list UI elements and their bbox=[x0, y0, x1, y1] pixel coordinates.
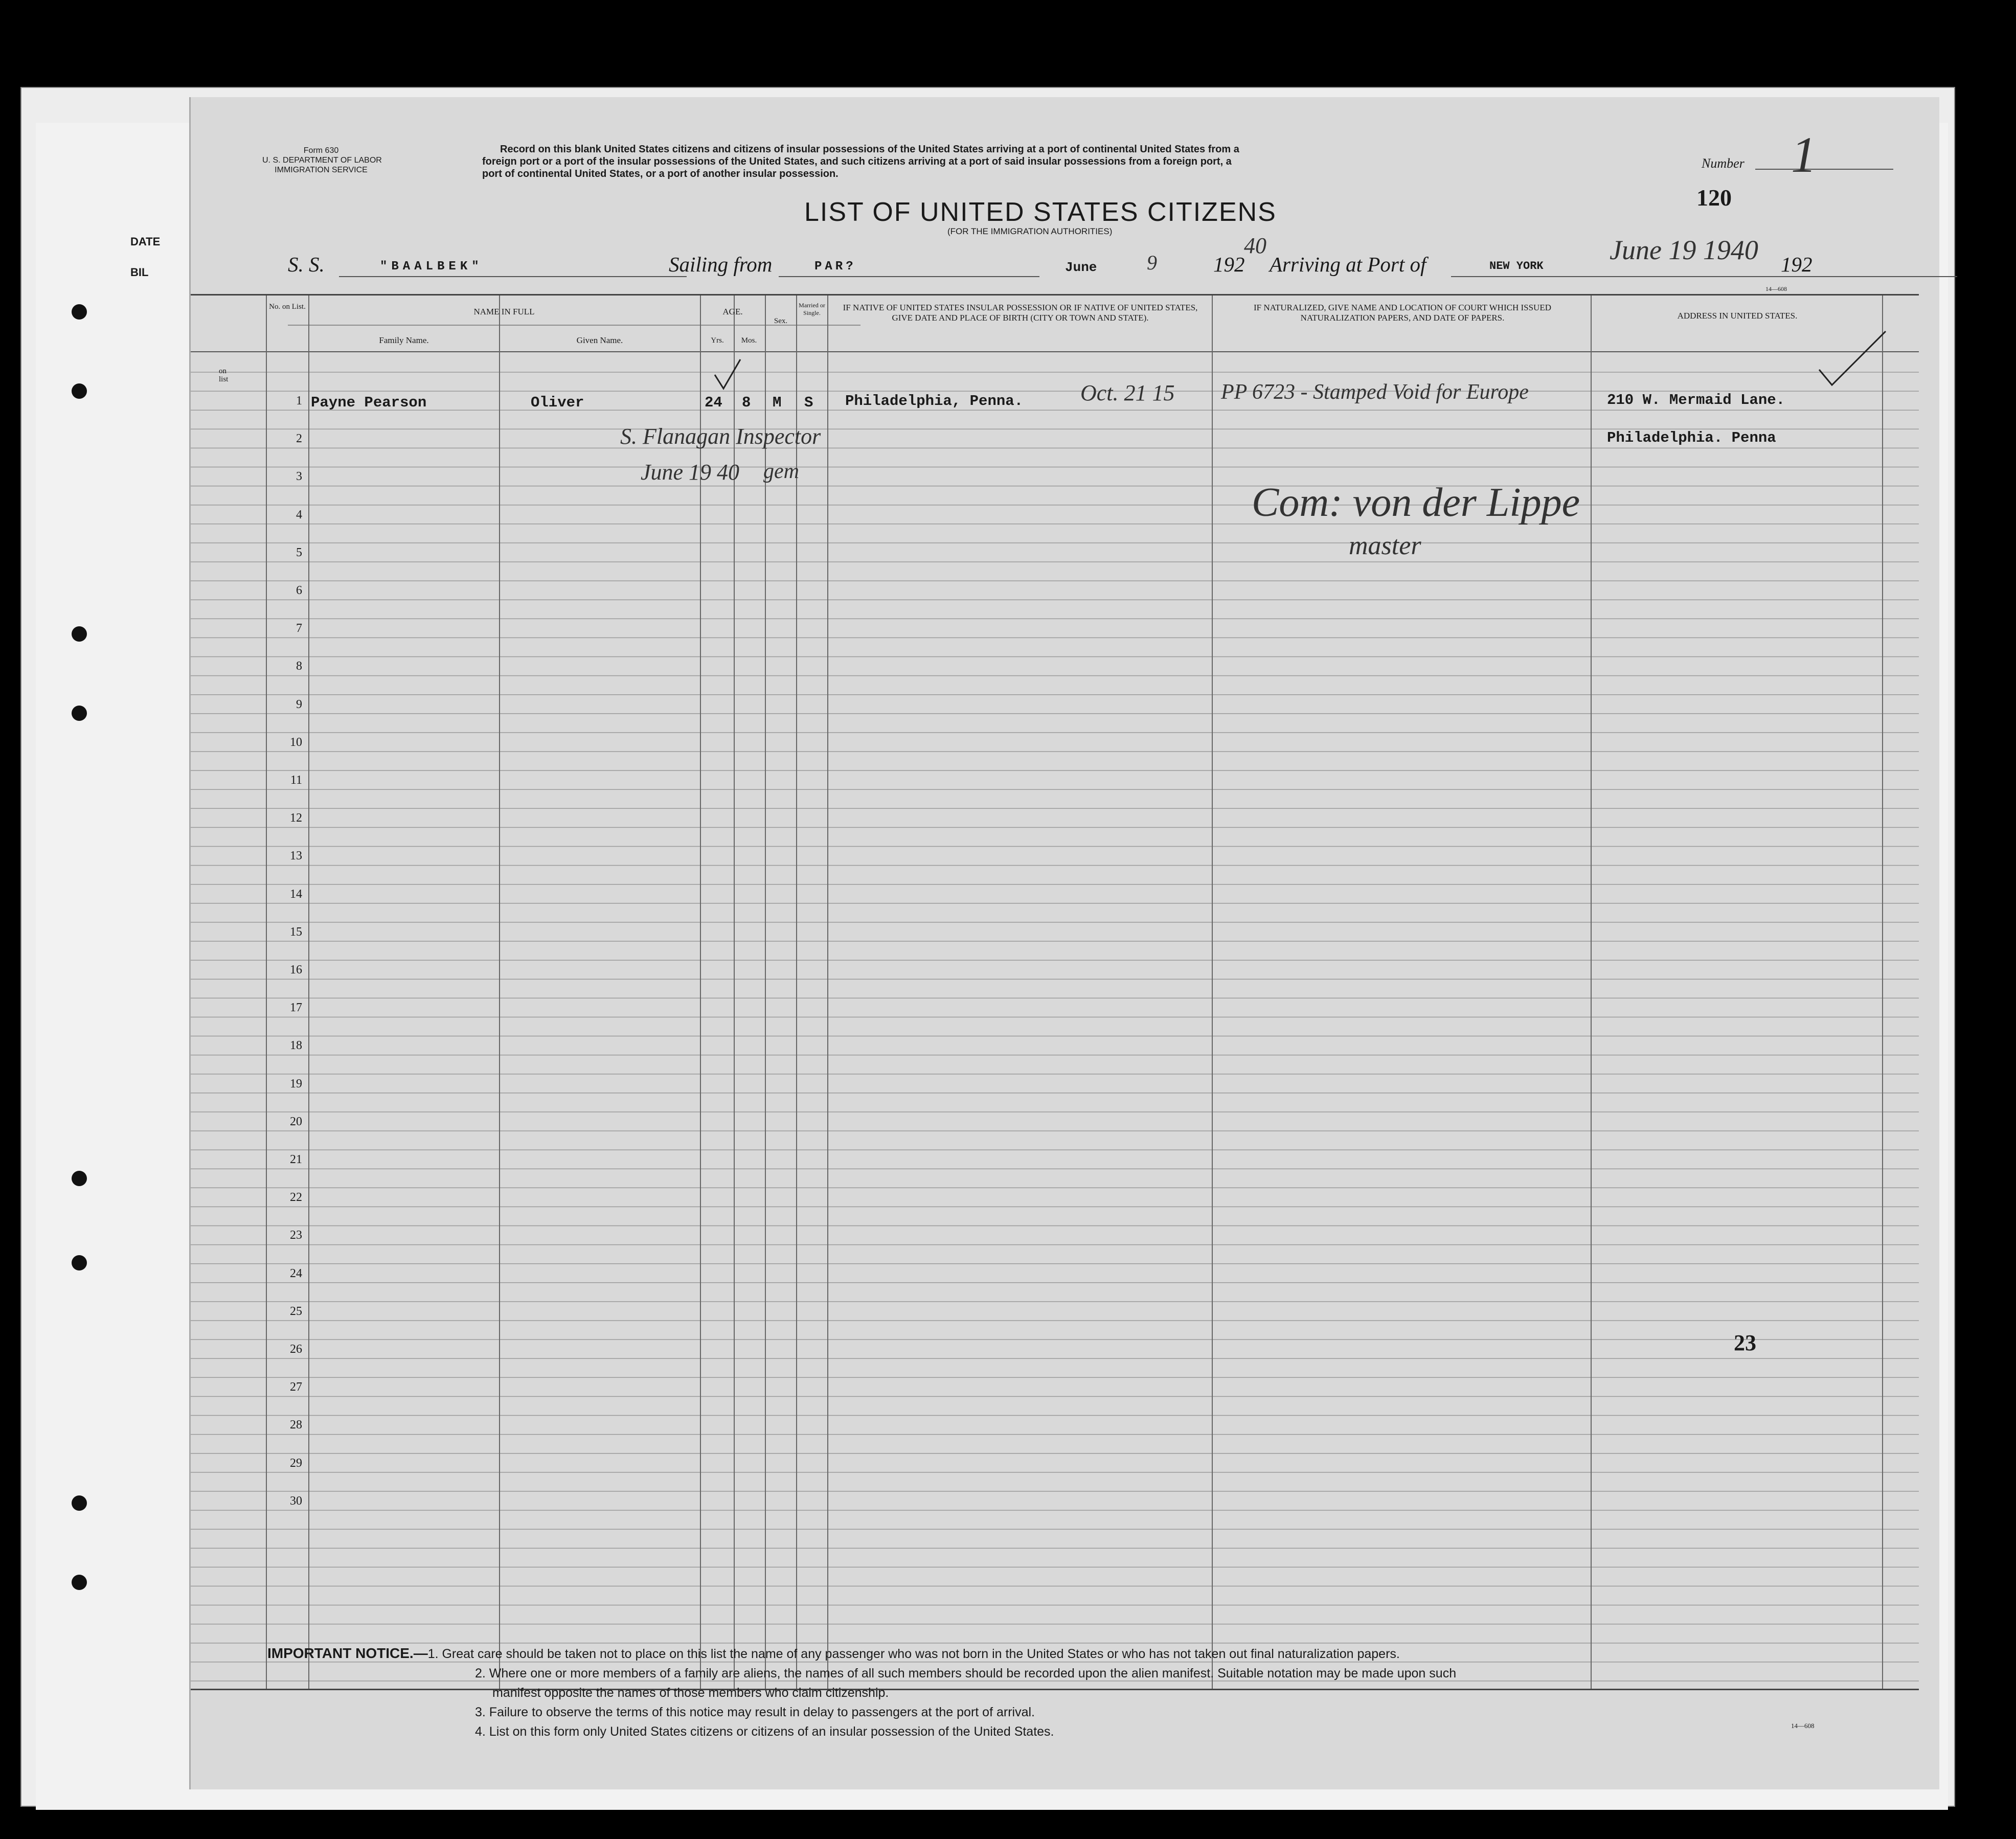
entry-address-line1: 210 W. Mermaid Lane. bbox=[1607, 392, 1785, 408]
col-header-no: No. on List. bbox=[269, 303, 306, 311]
inspector-date: June 19 40 bbox=[641, 460, 740, 485]
manifest-sheet bbox=[189, 97, 1939, 1789]
row-number: 22 bbox=[290, 1191, 302, 1205]
entry-birth-date: Oct. 21 15 bbox=[1080, 380, 1175, 405]
notice-heading: IMPORTANT NOTICE.— bbox=[267, 1645, 428, 1661]
number-label: Number bbox=[1702, 156, 1745, 171]
row-number: 18 bbox=[290, 1039, 302, 1053]
col-header-name-in-full: NAME IN FULL bbox=[473, 307, 535, 316]
table-ruling bbox=[191, 296, 1919, 1689]
col-header-married-single: Married or Single. bbox=[799, 302, 825, 316]
sail-month: June bbox=[1065, 260, 1097, 275]
check-mark-icon bbox=[1817, 329, 1888, 390]
form-number: Form 630 bbox=[303, 146, 339, 155]
col-header-mos: Mos. bbox=[741, 336, 757, 345]
col-header-naturalized: IF NATURALIZED, GIVE NAME AND LOCATION OF COURT WHICH ISSUED NATURALIZATION PAPERS, AND DATE OF PAPERS. bbox=[1253, 303, 1551, 323]
ship-name-underline bbox=[339, 276, 687, 277]
ship-name: "BAALBEK" bbox=[380, 260, 483, 274]
binder-hole bbox=[72, 1255, 87, 1270]
inspector-initials: gem bbox=[763, 460, 799, 483]
row-number: 7 bbox=[296, 622, 302, 635]
instructions-line: port of continental United States, or a port of another insular possession. bbox=[482, 168, 839, 179]
sailing-from-port: PAR? bbox=[814, 260, 856, 274]
number-underline bbox=[1755, 169, 1893, 170]
instructions-line: Record on this blank United States citizens and citizens of insular possessions of the United States arriving at a port of continental United States from a bbox=[500, 144, 1239, 155]
binder-hole bbox=[72, 626, 87, 642]
row-number: 8 bbox=[296, 660, 302, 673]
row-number: 28 bbox=[290, 1418, 302, 1432]
col-divider bbox=[765, 296, 766, 1689]
binder-hole bbox=[72, 1171, 87, 1186]
col-header-family-name: Family Name. bbox=[379, 335, 429, 345]
entry-marital-status: S bbox=[804, 394, 813, 411]
arriving-port-underline bbox=[1451, 276, 1957, 277]
col-divider bbox=[700, 296, 701, 1689]
row-number: 10 bbox=[290, 735, 302, 749]
arrival-year-printed: 192 bbox=[1781, 253, 1813, 276]
col-header-given-name: Given Name. bbox=[576, 335, 623, 345]
col-header-yrs: Yrs. bbox=[711, 336, 724, 345]
entry-sex: M bbox=[773, 394, 782, 411]
top-corner-code: 14—608 bbox=[1765, 285, 1787, 292]
manifest-table bbox=[191, 294, 1919, 1690]
col-header-age: AGE. bbox=[722, 307, 743, 316]
row-number: 23 bbox=[290, 1229, 302, 1242]
left-edge-label-bil: BIL bbox=[130, 266, 149, 279]
row-number: 4 bbox=[296, 508, 302, 521]
row-number: 6 bbox=[296, 584, 302, 597]
binder-hole bbox=[72, 304, 87, 320]
col-header-birthplace: IF NATIVE OF UNITED STATES INSULAR POSSESSION OR IF NATIVE OF UNITED STATES, GIVE DATE AND PLACE OF BIRTH (CITY OR TOWN AND STATE). bbox=[843, 303, 1198, 323]
notice-item-2-cont: manifest opposite the names of those members who claim citizenship. bbox=[492, 1686, 889, 1700]
col-divider bbox=[734, 296, 735, 1689]
ss-label: S. S. bbox=[288, 253, 325, 276]
row-number: 1 bbox=[296, 394, 302, 407]
row-number: 3 bbox=[296, 470, 302, 484]
row-number: 26 bbox=[290, 1343, 302, 1356]
binder-hole bbox=[72, 1575, 87, 1590]
important-notice bbox=[267, 1644, 1456, 1741]
notice-item-4: 4. List on this form only United States citizens or citizens of an insular possession of the United States. bbox=[475, 1724, 1054, 1739]
binder-hole bbox=[72, 383, 87, 399]
form-id-block bbox=[262, 146, 380, 175]
col-header-address: ADDRESS IN UNITED STATES. bbox=[1677, 311, 1798, 321]
page-subtitle: (FOR THE IMMIGRATION AUTHORITIES) bbox=[947, 226, 1113, 236]
commander-signature: Com: von der Lippe bbox=[1252, 480, 1580, 525]
entry-naturalization-note: PP 6723 - Stamped Void for Europe bbox=[1221, 380, 1529, 404]
row-number: 9 bbox=[296, 697, 302, 711]
page-number: 120 bbox=[1696, 185, 1732, 211]
arriving-port: NEW YORK bbox=[1489, 260, 1544, 273]
row-number: 13 bbox=[290, 849, 302, 863]
sail-year-printed: 192 bbox=[1213, 253, 1245, 276]
footer-form-code: 14—608 bbox=[1791, 1722, 1815, 1730]
col-divider bbox=[499, 296, 500, 1689]
commander-title: master bbox=[1349, 531, 1421, 560]
check-mark-icon bbox=[712, 357, 743, 393]
row-number: 30 bbox=[290, 1494, 302, 1508]
entry-age-years: 24 bbox=[705, 394, 722, 411]
on-list-margin-mark: on list bbox=[219, 367, 229, 383]
row-number: 2 bbox=[296, 432, 302, 446]
sailing-from-underline bbox=[779, 276, 1039, 277]
notice-item-3: 3. Failure to observe the terms of this notice may result in delay to passengers at the port of arrival. bbox=[475, 1705, 1035, 1719]
col-divider bbox=[796, 296, 797, 1689]
sail-year-written: 40 bbox=[1244, 233, 1266, 258]
row-number: 29 bbox=[290, 1456, 302, 1470]
row-number: 12 bbox=[290, 811, 302, 825]
service-name: IMMIGRATION SERVICE bbox=[275, 166, 368, 174]
col-divider bbox=[1591, 296, 1592, 1689]
row-number: 21 bbox=[290, 1153, 302, 1166]
sail-day: 9 bbox=[1147, 251, 1157, 274]
entry-given-name: Oliver bbox=[531, 394, 584, 411]
entry-age-months: 8 bbox=[742, 394, 751, 411]
row-number: 16 bbox=[290, 963, 302, 977]
instructions-block bbox=[482, 143, 1239, 180]
row-number: 19 bbox=[290, 1077, 302, 1091]
row-number: 5 bbox=[296, 546, 302, 559]
entry-birthplace: Philadelphia, Penna. bbox=[845, 393, 1024, 410]
row-number: 20 bbox=[290, 1115, 302, 1128]
row-number: 27 bbox=[290, 1380, 302, 1394]
department-name: U. S. DEPARTMENT OF LABOR bbox=[262, 156, 382, 165]
instructions-line: foreign port or a port of the insular possessions of the United States, and such citizens arriving at a port of said insular possessions from a foreign port, a bbox=[482, 156, 1232, 167]
col-header-sex: Sex. bbox=[774, 317, 788, 325]
number-value: 1 bbox=[1791, 126, 1817, 183]
inspector-signature: S. Flanagan Inspector bbox=[620, 424, 821, 449]
row-number: 25 bbox=[290, 1304, 302, 1318]
arriving-label: Arriving at Port of bbox=[1270, 253, 1426, 276]
entry-family-name: Payne Pearson bbox=[311, 394, 427, 411]
col-divider bbox=[1882, 296, 1883, 1689]
col-divider bbox=[1212, 296, 1213, 1689]
binder-hole bbox=[72, 1495, 87, 1511]
col-divider bbox=[308, 296, 309, 1689]
col-divider bbox=[266, 296, 267, 1689]
notice-item-1: 1. Great care should be taken not to place on this list the name of any passenger who was not born in the United States or who has not taken out final naturalization papers. bbox=[427, 1647, 1400, 1661]
entry-address-line2: Philadelphia. Penna bbox=[1607, 429, 1776, 446]
row-number: 15 bbox=[290, 925, 302, 939]
arrival-date-written: June 19 1940 bbox=[1610, 235, 1758, 265]
row-number: 17 bbox=[290, 1001, 302, 1015]
page-title: LIST OF UNITED STATES CITIZENS bbox=[804, 197, 1277, 227]
col-divider bbox=[827, 296, 828, 1689]
sailing-from-label: Sailing from bbox=[669, 253, 773, 276]
left-edge-label-date: DATE bbox=[130, 235, 161, 248]
tally-count: 23 bbox=[1734, 1330, 1756, 1355]
row-number: 14 bbox=[290, 887, 302, 901]
notice-item-2: 2. Where one or more members of a family are aliens, the names of all such members should be recorded upon the alien manifest. Suitable notation may be made upon such bbox=[475, 1666, 1457, 1681]
row-number: 24 bbox=[290, 1266, 302, 1280]
row-number: 11 bbox=[290, 774, 302, 787]
binder-hole bbox=[72, 706, 87, 721]
